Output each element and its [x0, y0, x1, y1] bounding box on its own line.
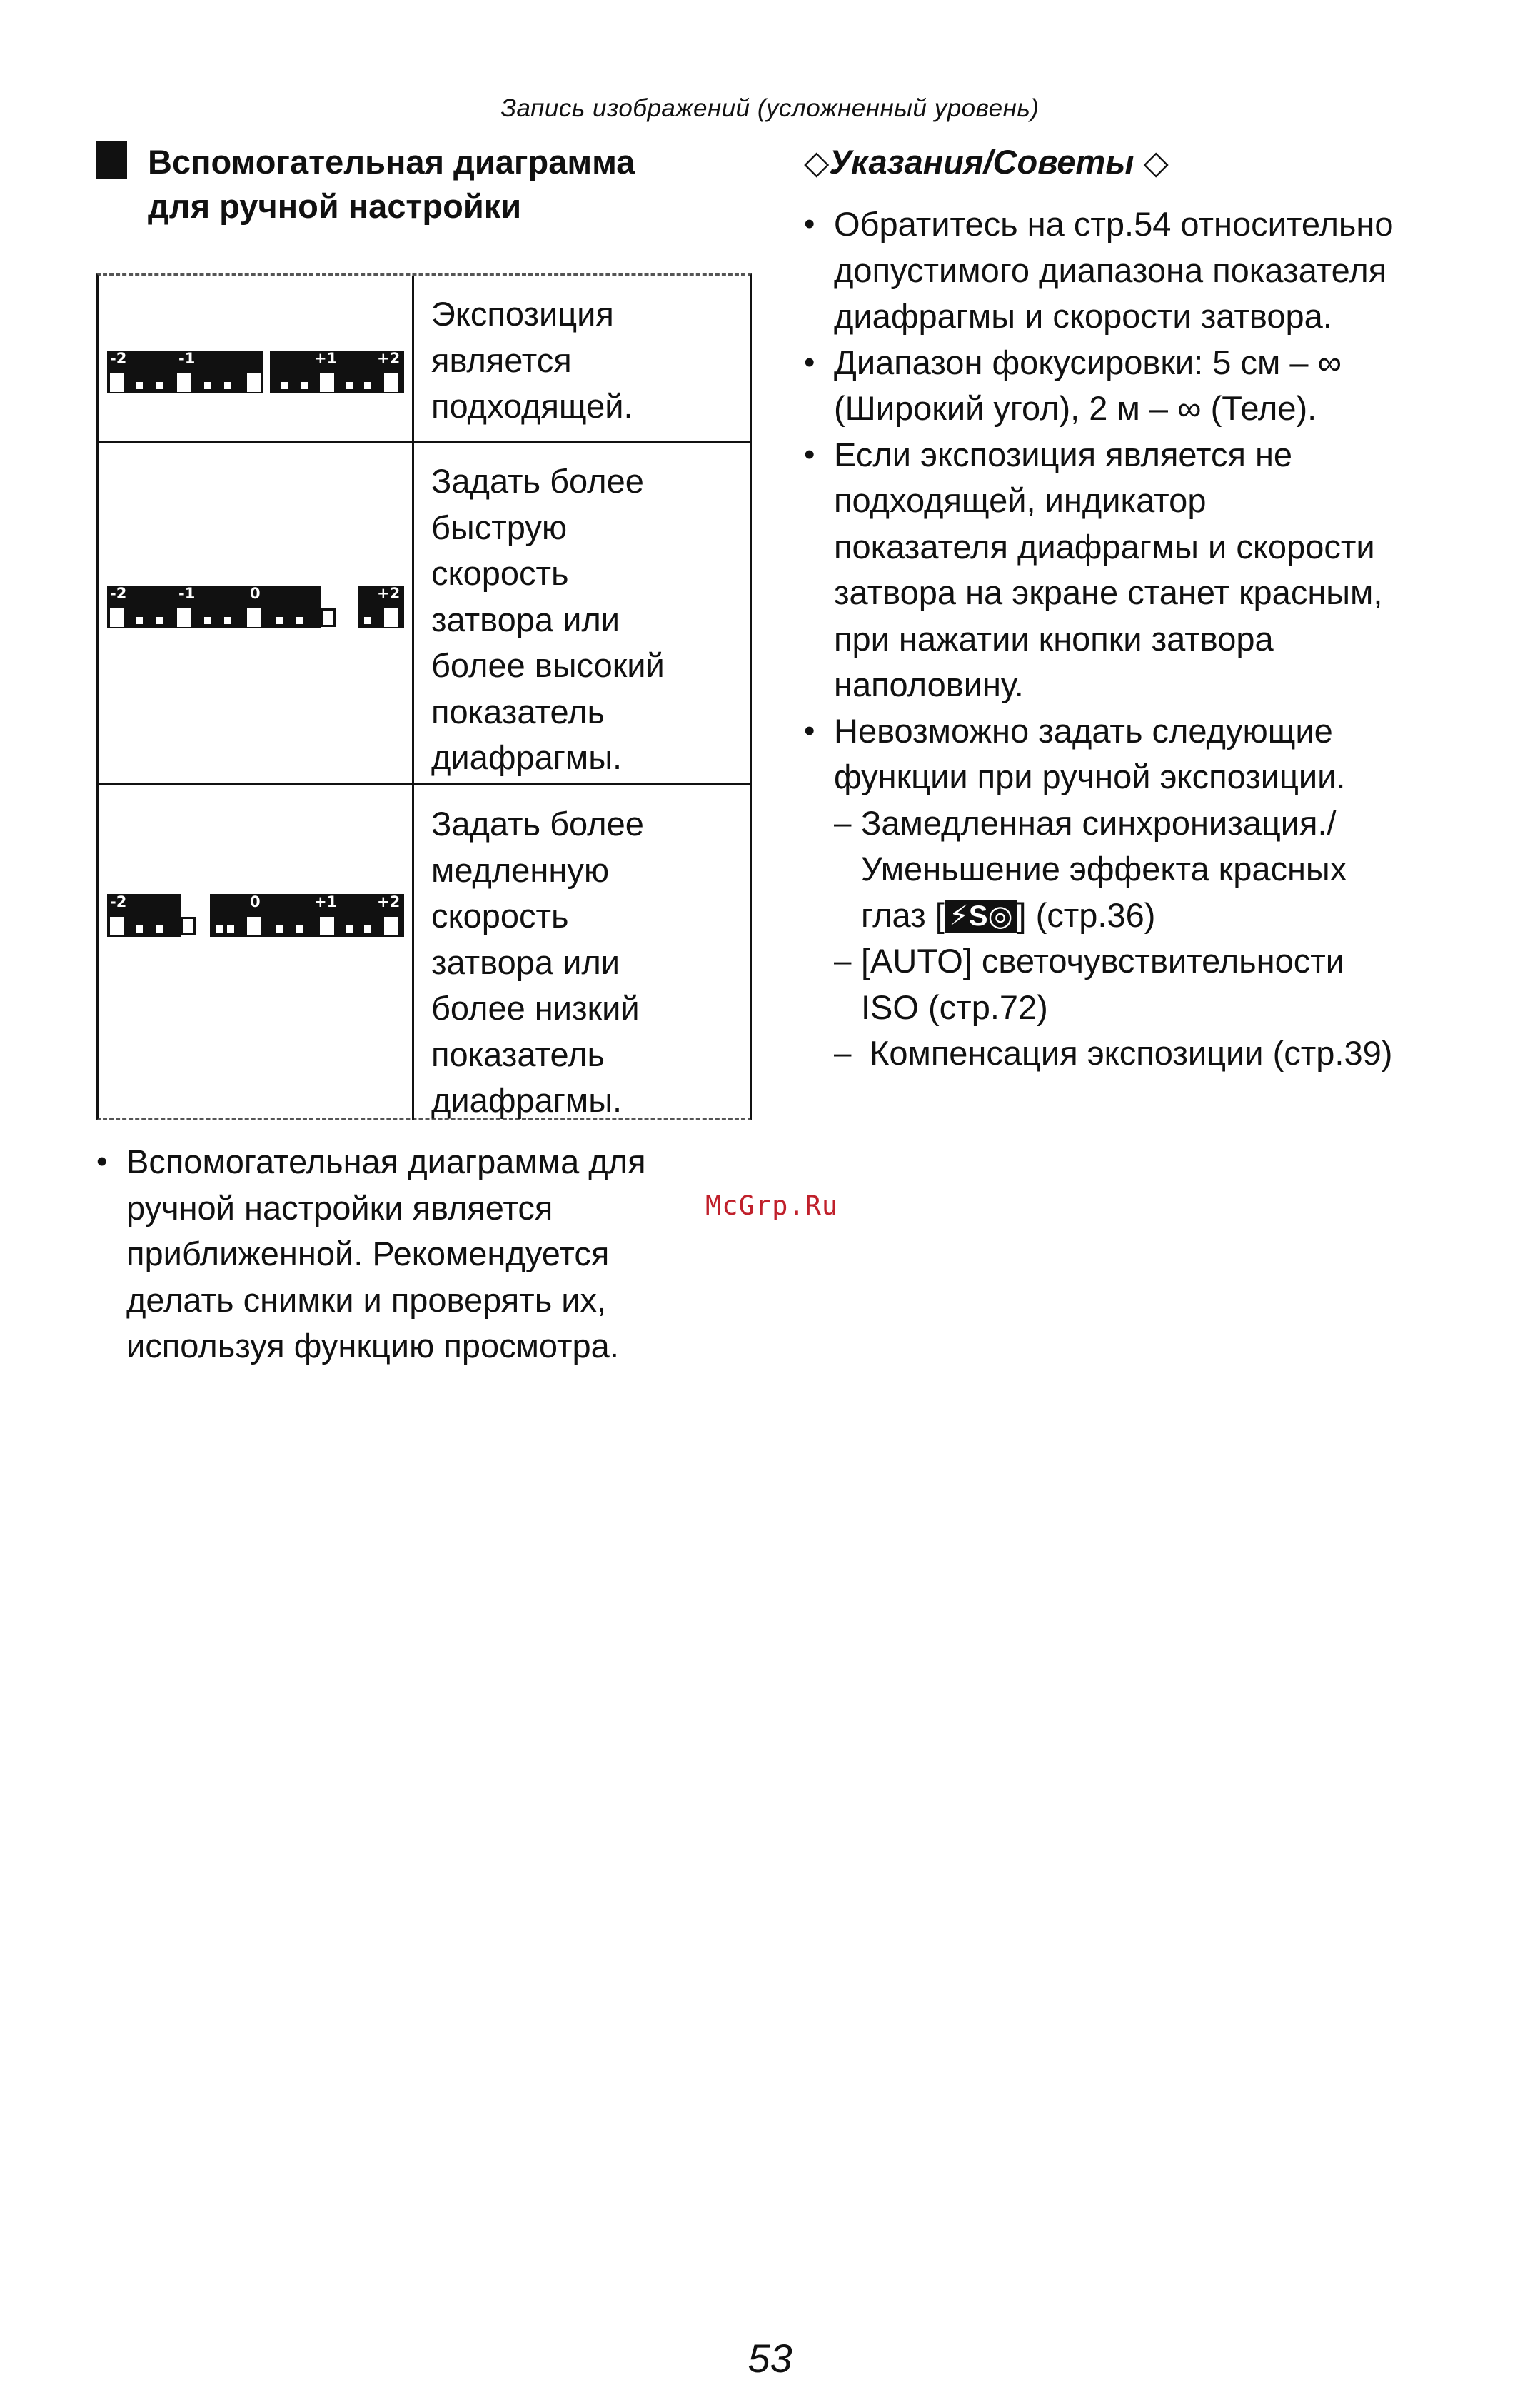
- meter-label: +2: [377, 893, 401, 910]
- table-row: [99, 441, 750, 783]
- row-text-line: более низкий: [431, 989, 640, 1027]
- meter-label: -1: [178, 350, 196, 367]
- note-line: ручной настройки является: [126, 1188, 553, 1227]
- tip-line: подходящей, индикатор: [834, 481, 1207, 519]
- left-note: [96, 1139, 739, 1370]
- tip-line: допустимого диапазона показателя: [834, 251, 1387, 289]
- meter-label: -2: [110, 350, 127, 367]
- row-text-line: скорость: [431, 897, 569, 935]
- note-line: • Вспомогательная диаграмма для: [126, 1143, 646, 1180]
- row-text-line: показатель: [431, 1035, 605, 1073]
- row-text-line: медленную: [431, 850, 610, 889]
- row-text-line: диафрагмы.: [431, 738, 623, 776]
- list-item: [96, 1139, 739, 1370]
- diagram-table: [96, 273, 752, 1120]
- row-description: [431, 801, 745, 1124]
- tip-line: диафрагмы и скорости затвора.: [834, 297, 1332, 335]
- row-text-line: является: [431, 341, 572, 379]
- running-header: Запись изображений (усложненный уровень): [500, 94, 1040, 122]
- section-title-line2: для ручной настройки: [148, 187, 522, 225]
- meter-label: +2: [377, 585, 401, 602]
- row-text-line: Задать более: [431, 462, 644, 500]
- meter-label: -1: [178, 585, 196, 602]
- row-description: [431, 291, 745, 430]
- tip-line: Уменьшение эффекта красных: [861, 850, 1347, 888]
- meter-label: -2: [110, 585, 127, 602]
- tip-text: глаз [: [861, 895, 945, 934]
- exposure-meter: [107, 586, 404, 628]
- tip-line: функции при ручной экспозиции.: [834, 758, 1346, 795]
- tip-line: • Диапазон фокусировки: 5 см – ∞: [834, 343, 1342, 381]
- meter-label: +2: [377, 350, 401, 367]
- list-item: [804, 340, 1518, 432]
- meter-label: +1: [314, 893, 338, 910]
- exposure-meter: [107, 351, 404, 393]
- row-text-line: показатель: [431, 692, 605, 730]
- tip-line: затвора на экране станет красным,: [834, 573, 1383, 611]
- section-title: [96, 140, 739, 229]
- meter-cell: [99, 443, 414, 783]
- row-text-line: Экспозиция: [431, 295, 614, 333]
- row-text-line: скорость: [431, 554, 569, 592]
- sub-list: [834, 800, 1518, 1077]
- meter-label: +1: [314, 350, 338, 367]
- tip-line: ISO (стр.72): [861, 988, 1048, 1026]
- section-title-line1: Вспомогательная диаграмма: [148, 143, 635, 181]
- tip-line: [861, 893, 1518, 939]
- tip-line: – [AUTO] светочувствительности: [861, 942, 1345, 980]
- flash-red-eye-icon: ⚡S◎: [945, 900, 1017, 933]
- list-item: [804, 708, 1518, 1077]
- meter-label: -2: [110, 893, 127, 910]
- section-marker-square: [96, 141, 127, 179]
- row-text-line: подходящей.: [431, 387, 633, 425]
- row-text-line: затвора или: [431, 600, 620, 638]
- sub-list-item: [834, 1030, 1518, 1077]
- tip-line: • Обратитесь на стр.54 относительно: [834, 205, 1394, 243]
- exposure-meter: [107, 894, 404, 937]
- diamond-icon: ◇: [1143, 144, 1169, 181]
- note-line: делать снимки и проверять их,: [126, 1280, 607, 1319]
- row-text-line: более высокий: [431, 646, 665, 684]
- page-number: 53: [748, 2336, 792, 2381]
- row-text-line: Задать более: [431, 805, 644, 843]
- note-line: приближенной. Рекомендуется: [126, 1235, 610, 1272]
- row-text-line: быструю: [431, 508, 568, 546]
- meter-cell: [99, 276, 414, 441]
- tip-line: – Замедленная синхронизация./: [861, 803, 1337, 842]
- row-text-line: затвора или: [431, 943, 620, 981]
- row-text-line: диафрагмы.: [431, 1081, 623, 1119]
- meter-cell: [99, 785, 414, 1120]
- table-row: [99, 276, 750, 441]
- note-line: используя функцию просмотра.: [126, 1327, 619, 1365]
- list-item: [804, 201, 1518, 340]
- tip-line: – Компенсация экспозиции (стр.39): [870, 1034, 1393, 1072]
- list-item: [804, 432, 1518, 708]
- sub-list-item: [834, 800, 1518, 939]
- tip-line: • Если экспозиция является не: [834, 435, 1293, 473]
- watermark: McGrp.Ru: [705, 1190, 839, 1221]
- tips-heading-text: Указания/Советы: [829, 143, 1134, 181]
- tips-heading: [804, 140, 1169, 184]
- table-row: [99, 783, 750, 1120]
- tip-line: • Невозможно задать следующие: [834, 711, 1333, 750]
- tip-line: при нажатии кнопки затвора: [834, 619, 1274, 658]
- row-description: [431, 458, 745, 781]
- tip-line: (Широкий угол), 2 м – ∞ (Теле).: [834, 389, 1317, 427]
- tip-line: показателя диафрагмы и скорости: [834, 527, 1375, 566]
- tips-list: [804, 201, 1518, 1077]
- meter-label: 0: [250, 585, 261, 602]
- meter-label: 0: [250, 893, 261, 910]
- sub-list-item: [834, 938, 1518, 1030]
- tip-text: ] (стр.36): [1017, 895, 1156, 934]
- tip-line: наполовину.: [834, 666, 1024, 703]
- diamond-icon: ◇: [804, 144, 830, 181]
